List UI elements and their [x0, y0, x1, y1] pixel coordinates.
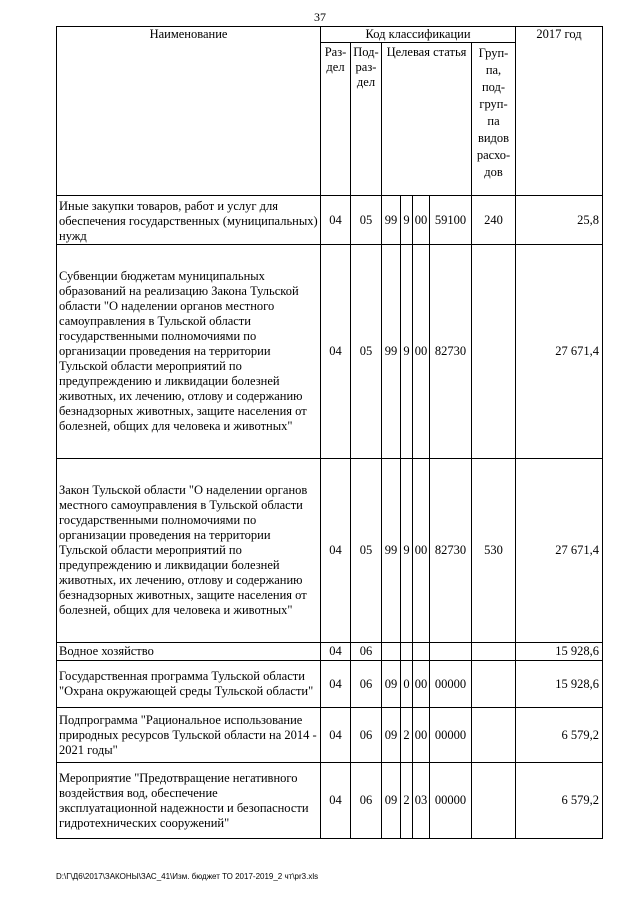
- row-razdel: 04: [321, 661, 351, 708]
- row-expense-group: 530: [472, 459, 516, 643]
- row-podrazdel: 05: [351, 245, 382, 459]
- row-name: Субвенции бюджетам муниципальных образований на реализацию Закона Тульской области "О наделении органов местного самоуправления в Тульской области государственными полномочиями по организации проведения на территории Тульской области мероприятий по предупреждению и ликвидации болезней животных, их лечению, отлову и содержанию безнадзорных животных, защите населения от болезней, общих для человека и животных": [57, 245, 321, 459]
- row-cs-program: 99: [382, 459, 401, 643]
- row-podrazdel: 06: [351, 763, 382, 839]
- row-cs-subprogram: 2: [401, 708, 413, 763]
- row-expense-group: [472, 708, 516, 763]
- row-podrazdel: 06: [351, 661, 382, 708]
- file-path-footer: D:\Г\Д6\2017\ЗАКОНЫ\ЗАС_41\Изм. бюджет ТО 2017-2019_2 чт\pr3.xls: [56, 872, 319, 881]
- row-name: Водное хозяйство: [57, 643, 321, 661]
- row-cs-measure: 00: [413, 196, 430, 245]
- row-razdel: 04: [321, 643, 351, 661]
- row-expense-group: [472, 643, 516, 661]
- row-podrazdel: 05: [351, 196, 382, 245]
- row-cs-program: 09: [382, 763, 401, 839]
- table-row: [57, 245, 603, 459]
- row-razdel: 04: [321, 245, 351, 459]
- table-row: [57, 763, 603, 839]
- row-cs-measure: 00: [413, 245, 430, 459]
- row-razdel: 04: [321, 196, 351, 245]
- row-cs-measure: 00: [413, 708, 430, 763]
- row-razdel: 04: [321, 763, 351, 839]
- row-cs-measure: 00: [413, 661, 430, 708]
- header-razdel: Раз- дел: [321, 43, 351, 196]
- row-cs-measure: 03: [413, 763, 430, 839]
- row-cs-program: [382, 643, 401, 661]
- row-cs-subprogram: 0: [401, 661, 413, 708]
- row-cs-direction: 00000: [430, 661, 472, 708]
- table-row: [57, 643, 603, 661]
- table-row: [57, 459, 603, 643]
- row-cs-direction: 59100: [430, 196, 472, 245]
- row-cs-program: 99: [382, 245, 401, 459]
- header-target-article: Целевая статья: [382, 43, 472, 196]
- row-cs-direction: 82730: [430, 459, 472, 643]
- row-podrazdel: 06: [351, 708, 382, 763]
- row-amount: 27 671,4: [516, 245, 603, 459]
- row-cs-direction: 82730: [430, 245, 472, 459]
- row-cs-subprogram: 9: [401, 245, 413, 459]
- budget-table: [56, 26, 603, 839]
- row-amount: 25,8: [516, 196, 603, 245]
- row-cs-program: 09: [382, 708, 401, 763]
- row-razdel: 04: [321, 708, 351, 763]
- row-cs-program: 09: [382, 661, 401, 708]
- header-expense-group: Груп- па, под- груп- па видов расхо- дов: [472, 43, 516, 196]
- row-cs-subprogram: 9: [401, 196, 413, 245]
- row-cs-program: 99: [382, 196, 401, 245]
- row-name: Мероприятие "Предотвращение негативного воздействия вод, обеспечение эксплуатационной надежности и безопасности гидротехнических сооружений": [57, 763, 321, 839]
- header-podrazdel: Под- раз- дел: [351, 43, 382, 196]
- table-row: [57, 661, 603, 708]
- row-amount: 6 579,2: [516, 708, 603, 763]
- row-expense-group: [472, 763, 516, 839]
- header-code-classification: Код классификации: [321, 27, 516, 43]
- row-podrazdel: 06: [351, 643, 382, 661]
- row-name: Государственная программа Тульской области "Охрана окружающей среды Тульской области": [57, 661, 321, 708]
- table-row: [57, 196, 603, 245]
- row-amount: 27 671,4: [516, 459, 603, 643]
- table-row: [57, 708, 603, 763]
- row-name: Закон Тульской области "О наделении органов местного самоуправления в Тульской области государственными полномочиями по организации проведения на территории Тульской области мероприятий по предупреждению и ликвидации болезней животных, их лечению, отлову и содержанию безнадзорных животных, защите населения от болезней, общих для человека и животных": [57, 459, 321, 643]
- row-cs-direction: 00000: [430, 708, 472, 763]
- row-cs-measure: 00: [413, 459, 430, 643]
- row-amount: 15 928,6: [516, 661, 603, 708]
- header-year: 2017 год: [516, 27, 603, 196]
- page-number: 37: [314, 10, 326, 24]
- header-name: Наименование: [57, 27, 321, 196]
- row-name: Подпрограмма "Рациональное использование природных ресурсов Тульской области на 2014 - 2021 годы": [57, 708, 321, 763]
- row-cs-subprogram: 2: [401, 763, 413, 839]
- row-amount: 15 928,6: [516, 643, 603, 661]
- row-expense-group: [472, 245, 516, 459]
- row-cs-measure: [413, 643, 430, 661]
- row-cs-subprogram: 9: [401, 459, 413, 643]
- row-razdel: 04: [321, 459, 351, 643]
- row-expense-group: [472, 661, 516, 708]
- row-cs-subprogram: [401, 643, 413, 661]
- header-row: [57, 27, 603, 43]
- row-expense-group: 240: [472, 196, 516, 245]
- row-cs-direction: [430, 643, 472, 661]
- row-name: Иные закупки товаров, работ и услуг для обеспечения государственных (муниципальных) нужд: [57, 196, 321, 245]
- row-cs-direction: 00000: [430, 763, 472, 839]
- row-amount: 6 579,2: [516, 763, 603, 839]
- row-podrazdel: 05: [351, 459, 382, 643]
